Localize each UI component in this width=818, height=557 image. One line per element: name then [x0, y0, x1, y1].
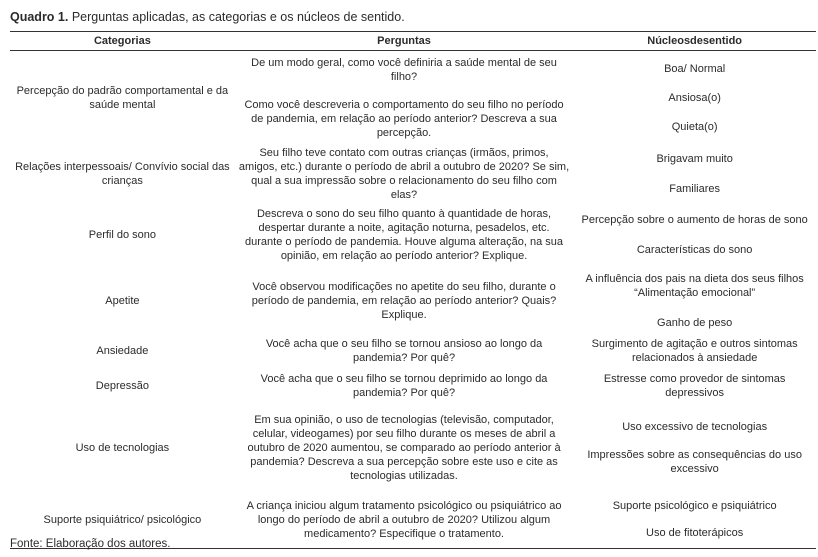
cell-perguntas — [235, 269, 574, 334]
cell-categoria: Ansiedade — [96, 344, 149, 357]
cell-perguntas — [235, 404, 574, 492]
cell-perguntas — [235, 334, 574, 368]
table-body — [10, 51, 816, 549]
header-categorias: Categorias — [10, 32, 235, 51]
questions-table — [10, 31, 816, 549]
table-row — [10, 368, 816, 404]
nucleo-text: Surgimento de agitação e outros sintomas relacionados à ansiedade — [591, 337, 798, 364]
cell-nucleos — [573, 146, 816, 202]
pergunta-text: Você observou modificações no apetite do seu filho, durante o período de pandemia, em relação ao período anterior? Quais? Explique. — [251, 281, 557, 321]
nucleo-text: Impressões sobre as consequências do uso excessivo — [587, 448, 802, 475]
cell-perguntas — [235, 492, 574, 549]
cell-perguntas — [235, 51, 574, 146]
cell-nucleos — [573, 334, 816, 368]
source-note: Fonte: Elaboração dos autores. — [10, 538, 171, 550]
nucleo-text: Ansiosa(o) — [668, 92, 721, 105]
cell-nucleos — [573, 269, 816, 334]
cell-categoria: Perfil do sono — [88, 229, 157, 241]
cell-perguntas — [235, 202, 574, 269]
nucleo-text: Uso excessivo de tecnologias — [622, 420, 768, 433]
table-row — [10, 334, 816, 368]
pergunta-text: Seu filho teve contato com outras crianças (irmãos, primos, amigos, etc.) durante o período de abril a outubro de 2020? Se sim, qual a sua impressão sobre o relacionamento do seu filho com elas? — [238, 146, 570, 201]
nucleo-text: A influência dos pais na dieta dos seus filhos “Alimentação emocional” — [585, 273, 804, 299]
pergunta-text: Você acha que o seu filho se tornou deprimido ao longo da pandemia? Por quê? — [260, 372, 548, 399]
cell-nucleos — [573, 404, 816, 492]
nucleo-text: Boa/ Normal — [664, 63, 726, 76]
pergunta-text: A criança iniciou algum tratamento psicológico ou psiquiátrico ao longo do período de abril a outubro de 2020? Utilizou algum medicamento? Especifique o tratamento. — [246, 499, 562, 540]
header-nucleos: Núcleosdesentido — [573, 32, 816, 51]
nucleo-text: Estresse como provedor de sintomas depressivos — [603, 372, 786, 399]
cell-perguntas — [235, 146, 574, 202]
pergunta-text: Você acha que o seu filho se tornou ansioso ao longo da pandemia? Por quê? — [265, 337, 543, 364]
table-row — [10, 269, 816, 334]
cell-categoria: Uso de tecnologias — [75, 441, 170, 454]
pergunta-text: Em sua opinião, o uso de tecnologias (televisão, computador, celular, videogames) por seu filho durante os meses de abril a outubro de 2020 aumentou, se comparado ao período anterior à pandemia? Descreva a sua percepção sobre este uso e cite as tecnologias utilizadas. — [247, 413, 561, 482]
cell-categoria: Apetite — [105, 295, 140, 307]
nucleo-text: Percepção sobre o aumento de horas de sono — [581, 214, 808, 226]
nucleo-text: Quieta(o) — [671, 121, 718, 134]
nucleo-text: Ganho de peso — [657, 317, 733, 329]
nucleo-text: Familiares — [669, 182, 721, 195]
cell-categoria: Relações interpessoais/ Convívio social das crianças — [15, 160, 230, 187]
table-row — [10, 146, 816, 202]
cell-categoria: Percepção do padrão comportamental e da saúde mental — [16, 85, 229, 112]
table-row — [10, 51, 816, 146]
cell-categoria: Suporte psiquiátrico/ psicológico — [10, 492, 235, 549]
cell-categoria: Depressão — [95, 379, 149, 392]
table-header-row — [10, 32, 816, 51]
cell-nucleos — [573, 51, 816, 146]
nucleo-text: Brigavam muito — [656, 152, 733, 165]
header-perguntas: Perguntas — [235, 32, 574, 51]
pergunta-text: Descreva o sono do seu filho quanto à quantidade de horas, despertar durante a noite, agitação noturna, pesadelos, etc. durante o período de pandemia. Houve alguma alteração, na sua opinião, em relação ao período anterior? Explique. — [245, 208, 564, 262]
table-row — [10, 404, 816, 492]
nucleo-text: Uso de fitoterápicos — [646, 527, 744, 540]
caption-label: Quadro 1. — [10, 10, 69, 24]
cell-nucleos — [573, 492, 816, 549]
cell-nucleos — [573, 202, 816, 269]
cell-nucleos — [573, 368, 816, 404]
caption-text: Perguntas aplicadas, as categorias e os núcleos de sentido. — [68, 10, 405, 24]
table-row — [10, 202, 816, 269]
nucleo-text: Suporte psicológico e psiquiátrico — [612, 500, 777, 513]
pergunta-text: De um modo geral, como você definiria a saúde mental de seu filho? — [251, 57, 557, 84]
cell-perguntas — [235, 368, 574, 404]
pergunta-text: Como você descreveria o comportamento do seu filho no período de pandemia, em relação ao período anterior? Descreva a sua percepção. — [244, 99, 564, 140]
table-caption — [10, 9, 405, 25]
nucleo-text: Características do sono — [636, 244, 753, 256]
